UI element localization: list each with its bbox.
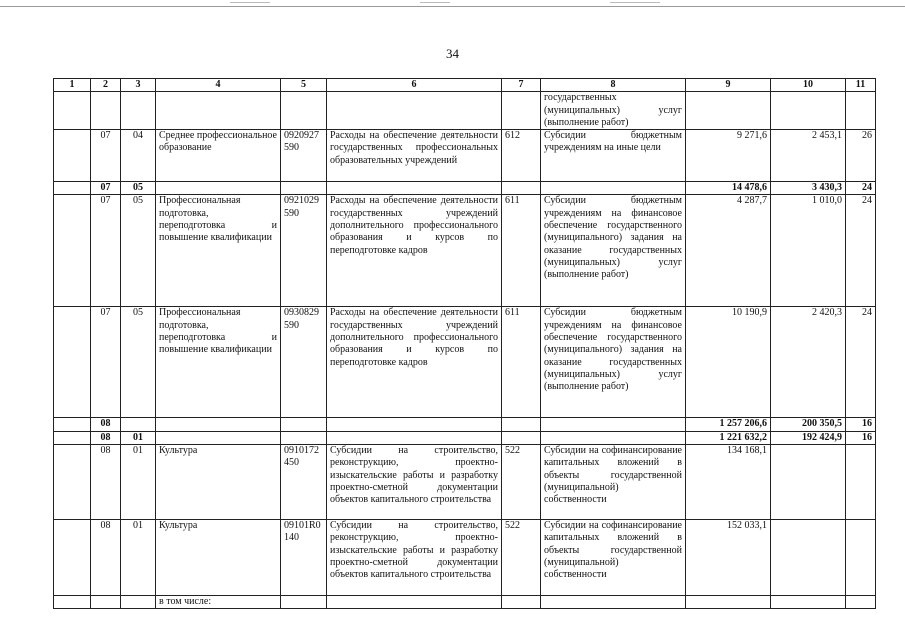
subsection-cell: 01 xyxy=(121,431,156,444)
section-cell: 08 xyxy=(91,418,121,431)
target-name-cell xyxy=(327,596,502,609)
empty-cell xyxy=(327,182,502,195)
target-name-cell: Субсидии на строительство, реконструкцию, проектно-изыскательские работы и разработку проектно-сметной документации объектов капитального строительства xyxy=(327,520,502,596)
header-cell: 3 xyxy=(121,79,156,92)
row-number-cell xyxy=(54,520,91,596)
rate-cell: 24 xyxy=(846,182,876,195)
rate-cell xyxy=(846,92,876,130)
subsection-cell: 04 xyxy=(121,130,156,182)
subsection-name-cell: Профессиональная подготовка, переподготовка и повышение квалификации xyxy=(156,195,281,307)
header-cell: 11 xyxy=(846,79,876,92)
empty-cell xyxy=(541,418,686,431)
table-row xyxy=(54,307,876,418)
subsection-name-cell: Профессиональная подготовка, переподготовка и повышение квалификации xyxy=(156,307,281,418)
row-number-cell xyxy=(54,596,91,609)
amount-cell: 9 271,6 xyxy=(686,130,771,182)
subtotal-row xyxy=(54,418,876,431)
amount-cell xyxy=(686,92,771,130)
rate-cell: 26 xyxy=(846,130,876,182)
expense-type-cell: 611 xyxy=(502,195,541,307)
expense-name-cell: Субсидии бюджетным учреждениям на финансовое обеспечение государственного (муниципального) задания на оказание государственных (муниципальных) услуг (выполнение работ) xyxy=(541,195,686,307)
target-code-cell xyxy=(281,92,327,130)
amount-cell: 1 221 632,2 xyxy=(686,431,771,444)
row-number-cell xyxy=(54,130,91,182)
empty-cell xyxy=(541,431,686,444)
header-cell: 5 xyxy=(281,79,327,92)
rate-cell: 24 xyxy=(846,195,876,307)
expense-name-cell: Субсидии на софинансирование капитальных вложений в объекты государственной (муниципальной) собственности xyxy=(541,445,686,520)
subsection-cell xyxy=(121,92,156,130)
amount-cell: 152 033,1 xyxy=(686,520,771,596)
amount-cell: 3 430,3 xyxy=(771,182,846,195)
expense-type-cell: 612 xyxy=(502,130,541,182)
amount-cell: 2 453,1 xyxy=(771,130,846,182)
empty-cell xyxy=(502,431,541,444)
amount-cell xyxy=(771,520,846,596)
row-number-cell xyxy=(54,92,91,130)
empty-cell xyxy=(281,431,327,444)
table-row xyxy=(54,195,876,307)
rate-cell: 16 xyxy=(846,431,876,444)
row-number-cell xyxy=(54,445,91,520)
amount-cell: 4 287,7 xyxy=(686,195,771,307)
rate-cell xyxy=(846,445,876,520)
empty-cell xyxy=(541,182,686,195)
subsection-cell: 05 xyxy=(121,307,156,418)
subsection-name-cell: Среднее профессиональное образование xyxy=(156,130,281,182)
amount-cell xyxy=(686,596,771,609)
expense-name-cell: Субсидии на софинансирование капитальных вложений в объекты государственной (муниципальной) собственности xyxy=(541,520,686,596)
page-number: 34 xyxy=(446,46,459,61)
amount-cell: 1 257 206,6 xyxy=(686,418,771,431)
table-header-row xyxy=(54,79,876,92)
table-row xyxy=(54,92,876,130)
expense-type-cell: 522 xyxy=(502,520,541,596)
row-number-cell xyxy=(54,431,91,444)
expense-name-cell: Субсидии бюджетным учреждениям на иные цели xyxy=(541,130,686,182)
subsection-cell: 01 xyxy=(121,520,156,596)
header-cell: 8 xyxy=(541,79,686,92)
row-number-cell xyxy=(54,418,91,431)
section-cell: 07 xyxy=(91,130,121,182)
row-number-cell xyxy=(54,307,91,418)
row-number-cell xyxy=(54,195,91,307)
target-code-cell: 0921029590 xyxy=(281,195,327,307)
header-cell: 7 xyxy=(502,79,541,92)
subsection-cell: 05 xyxy=(121,182,156,195)
target-name-cell: Расходы на обеспечение деятельности государственных учреждений дополнительного профессионального образования и курсов по переподготовке кадров xyxy=(327,195,502,307)
expense-type-cell xyxy=(502,92,541,130)
target-code-cell xyxy=(281,596,327,609)
target-name-cell: Расходы на обеспечение деятельности государственных профессиональных образовательных учреждений xyxy=(327,130,502,182)
scan-mark xyxy=(230,2,270,3)
subsection-cell: 01 xyxy=(121,445,156,520)
amount-cell: 134 168,1 xyxy=(686,445,771,520)
expense-type-cell: 611 xyxy=(502,307,541,418)
subtotal-row xyxy=(54,431,876,444)
amount-cell: 10 190,9 xyxy=(686,307,771,418)
subsection-cell xyxy=(121,596,156,609)
table-row xyxy=(54,596,876,609)
header-cell: 10 xyxy=(771,79,846,92)
empty-cell xyxy=(281,182,327,195)
scan-mark xyxy=(610,2,660,3)
section-cell: 07 xyxy=(91,307,121,418)
target-code-cell: 0920927590 xyxy=(281,130,327,182)
subsection-cell xyxy=(121,418,156,431)
target-code-cell: 0930829590 xyxy=(281,307,327,418)
subsection-name-cell: Культура xyxy=(156,445,281,520)
including-label-cell: в том числе: xyxy=(156,596,281,609)
section-cell: 07 xyxy=(91,182,121,195)
rate-cell: 16 xyxy=(846,418,876,431)
header-cell: 9 xyxy=(686,79,771,92)
expense-name-cell: государственных (муниципальных) услуг (выполнение работ) xyxy=(541,92,686,130)
amount-cell: 14 478,6 xyxy=(686,182,771,195)
row-number-cell xyxy=(54,182,91,195)
rate-cell: 24 xyxy=(846,307,876,418)
rate-cell xyxy=(846,520,876,596)
amount-cell xyxy=(771,596,846,609)
header-cell: 4 xyxy=(156,79,281,92)
expense-type-cell xyxy=(502,596,541,609)
top-border-line xyxy=(0,6,905,7)
target-code-cell: 09101R0140 xyxy=(281,520,327,596)
target-name-cell xyxy=(327,92,502,130)
section-cell xyxy=(91,596,121,609)
expense-name-cell: Субсидии бюджетным учреждениям на финансовое обеспечение государственного (муниципального) задания на оказание государственных (муниципальных) услуг (выполнение работ) xyxy=(541,307,686,418)
header-cell: 2 xyxy=(91,79,121,92)
empty-cell xyxy=(502,182,541,195)
amount-cell xyxy=(771,445,846,520)
amount-cell: 2 420,3 xyxy=(771,307,846,418)
section-cell: 08 xyxy=(91,520,121,596)
section-cell: 08 xyxy=(91,431,121,444)
empty-cell xyxy=(281,418,327,431)
empty-cell xyxy=(502,418,541,431)
subtotal-row xyxy=(54,182,876,195)
target-name-cell: Расходы на обеспечение деятельности государственных учреждений дополнительного профессионального образования и курсов по переподготовке кадров xyxy=(327,307,502,418)
amount-cell: 192 424,9 xyxy=(771,431,846,444)
empty-cell xyxy=(156,182,281,195)
amount-cell: 1 010,0 xyxy=(771,195,846,307)
subsection-cell: 05 xyxy=(121,195,156,307)
table-row xyxy=(54,445,876,520)
table-row xyxy=(54,520,876,596)
expense-type-cell: 522 xyxy=(502,445,541,520)
amount-cell: 200 350,5 xyxy=(771,418,846,431)
subsection-name-cell: Культура xyxy=(156,520,281,596)
amount-cell xyxy=(771,92,846,130)
section-cell: 08 xyxy=(91,445,121,520)
empty-cell xyxy=(327,418,502,431)
empty-cell xyxy=(156,418,281,431)
budget-table xyxy=(53,78,876,609)
rate-cell xyxy=(846,596,876,609)
section-cell xyxy=(91,92,121,130)
target-name-cell: Субсидии на строительство, реконструкцию, проектно-изыскательские работы и разработку проектно-сметной документации объектов капитального строительства xyxy=(327,445,502,520)
section-cell: 07 xyxy=(91,195,121,307)
header-cell: 6 xyxy=(327,79,502,92)
table-row xyxy=(54,130,876,182)
scan-mark xyxy=(420,2,450,3)
empty-cell xyxy=(156,431,281,444)
empty-cell xyxy=(327,431,502,444)
header-cell: 1 xyxy=(54,79,91,92)
expense-name-cell xyxy=(541,596,686,609)
target-code-cell: 0910172450 xyxy=(281,445,327,520)
subsection-name-cell xyxy=(156,92,281,130)
